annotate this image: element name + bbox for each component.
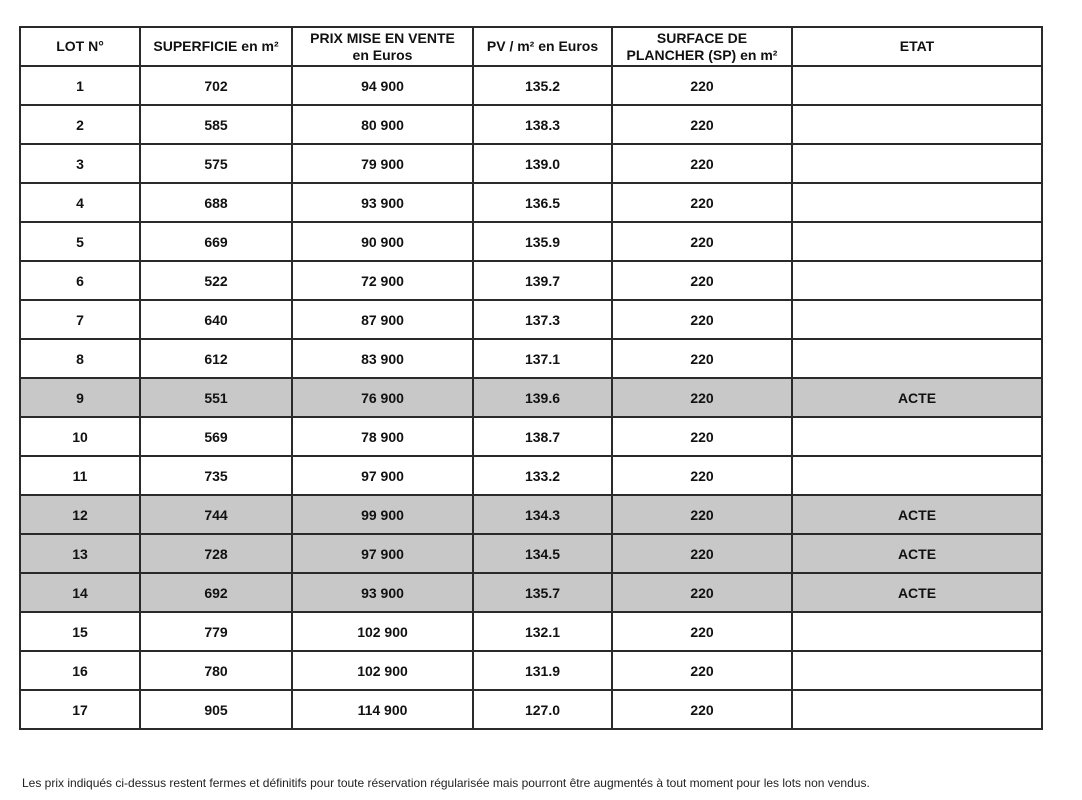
cell-surface-de-plancher: 220: [612, 339, 792, 378]
cell-pv-per-m2: 135.2: [473, 66, 612, 105]
table-row: [20, 300, 1042, 339]
cell-etat: [792, 456, 1042, 495]
cell-prix: 114 900: [292, 690, 473, 729]
cell-etat: [792, 66, 1042, 105]
cell-etat: ACTE: [792, 534, 1042, 573]
cell-surface-de-plancher: 220: [612, 144, 792, 183]
cell-superficie: 585: [140, 105, 292, 144]
cell-surface-de-plancher: 220: [612, 690, 792, 729]
cell-pv-per-m2: 138.7: [473, 417, 612, 456]
cell-superficie: 612: [140, 339, 292, 378]
cell-prix: 93 900: [292, 183, 473, 222]
cell-prix: 102 900: [292, 651, 473, 690]
cell-superficie: 780: [140, 651, 292, 690]
table-row: [20, 417, 1042, 456]
cell-surface-de-plancher: 220: [612, 105, 792, 144]
cell-prix: 97 900: [292, 456, 473, 495]
cell-lot-number: 2: [20, 105, 140, 144]
header-row: [20, 27, 1042, 66]
cell-superficie: 669: [140, 222, 292, 261]
cell-superficie: 688: [140, 183, 292, 222]
header-superficie: SUPERFICIE en m²: [140, 27, 292, 66]
table-row: [20, 456, 1042, 495]
header-pv-per-m2: PV / m² en Euros: [473, 27, 612, 66]
cell-superficie: 702: [140, 66, 292, 105]
cell-superficie: 779: [140, 612, 292, 651]
cell-surface-de-plancher: 220: [612, 378, 792, 417]
cell-lot-number: 12: [20, 495, 140, 534]
cell-pv-per-m2: 139.6: [473, 378, 612, 417]
table-row: [20, 573, 1042, 612]
cell-superficie: 522: [140, 261, 292, 300]
cell-prix: 76 900: [292, 378, 473, 417]
table-row: [20, 222, 1042, 261]
table-row: [20, 66, 1042, 105]
table-body: [20, 66, 1042, 729]
price-footnote: Les prix indiqués ci-dessus restent fermes et définitifs pour toute réservation régularisée mais pourront être augmentés à tout moment pour les lots non vendus.: [22, 776, 870, 790]
cell-lot-number: 10: [20, 417, 140, 456]
cell-lot-number: 11: [20, 456, 140, 495]
cell-lot-number: 5: [20, 222, 140, 261]
cell-surface-de-plancher: 220: [612, 495, 792, 534]
cell-surface-de-plancher: 220: [612, 222, 792, 261]
table-row: [20, 534, 1042, 573]
cell-etat: [792, 300, 1042, 339]
cell-surface-de-plancher: 220: [612, 456, 792, 495]
cell-pv-per-m2: 137.3: [473, 300, 612, 339]
cell-prix: 78 900: [292, 417, 473, 456]
cell-etat: [792, 222, 1042, 261]
cell-superficie: 569: [140, 417, 292, 456]
cell-superficie: 735: [140, 456, 292, 495]
cell-surface-de-plancher: 220: [612, 573, 792, 612]
header-lot-number: LOT N°: [20, 27, 140, 66]
cell-etat: [792, 105, 1042, 144]
cell-lot-number: 16: [20, 651, 140, 690]
cell-pv-per-m2: 137.1: [473, 339, 612, 378]
cell-etat: [792, 183, 1042, 222]
cell-lot-number: 13: [20, 534, 140, 573]
cell-surface-de-plancher: 220: [612, 66, 792, 105]
cell-prix: 80 900: [292, 105, 473, 144]
cell-pv-per-m2: 127.0: [473, 690, 612, 729]
cell-superficie: 728: [140, 534, 292, 573]
cell-pv-per-m2: 138.3: [473, 105, 612, 144]
cell-surface-de-plancher: 220: [612, 261, 792, 300]
cell-pv-per-m2: 132.1: [473, 612, 612, 651]
cell-prix: 90 900: [292, 222, 473, 261]
cell-pv-per-m2: 133.2: [473, 456, 612, 495]
table-row: [20, 495, 1042, 534]
cell-prix: 93 900: [292, 573, 473, 612]
cell-superficie: 575: [140, 144, 292, 183]
cell-prix: 99 900: [292, 495, 473, 534]
cell-prix: 83 900: [292, 339, 473, 378]
cell-lot-number: 6: [20, 261, 140, 300]
lots-price-table: [19, 26, 1043, 730]
cell-surface-de-plancher: 220: [612, 183, 792, 222]
cell-prix: 102 900: [292, 612, 473, 651]
cell-etat: [792, 690, 1042, 729]
table-row: [20, 612, 1042, 651]
cell-etat: [792, 261, 1042, 300]
cell-superficie: 744: [140, 495, 292, 534]
cell-lot-number: 7: [20, 300, 140, 339]
cell-pv-per-m2: 134.3: [473, 495, 612, 534]
table-row: [20, 378, 1042, 417]
cell-surface-de-plancher: 220: [612, 534, 792, 573]
cell-pv-per-m2: 135.9: [473, 222, 612, 261]
cell-superficie: 640: [140, 300, 292, 339]
table-row: [20, 105, 1042, 144]
cell-pv-per-m2: 136.5: [473, 183, 612, 222]
header-prix-mise-en-vente: PRIX MISE EN VENTE en Euros: [292, 27, 473, 66]
cell-prix: 87 900: [292, 300, 473, 339]
cell-lot-number: 15: [20, 612, 140, 651]
table-row: [20, 183, 1042, 222]
header-etat: ETAT: [792, 27, 1042, 66]
header-surface-de-plancher: SURFACE DE PLANCHER (SP) en m²: [612, 27, 792, 66]
cell-lot-number: 9: [20, 378, 140, 417]
cell-etat: ACTE: [792, 573, 1042, 612]
table-row: [20, 339, 1042, 378]
cell-lot-number: 1: [20, 66, 140, 105]
cell-prix: 94 900: [292, 66, 473, 105]
cell-pv-per-m2: 135.7: [473, 573, 612, 612]
cell-surface-de-plancher: 220: [612, 417, 792, 456]
cell-superficie: 551: [140, 378, 292, 417]
table-row: [20, 261, 1042, 300]
cell-etat: [792, 144, 1042, 183]
cell-superficie: 692: [140, 573, 292, 612]
table-row: [20, 651, 1042, 690]
cell-etat: [792, 651, 1042, 690]
cell-lot-number: 17: [20, 690, 140, 729]
cell-pv-per-m2: 139.0: [473, 144, 612, 183]
cell-etat: [792, 612, 1042, 651]
cell-surface-de-plancher: 220: [612, 300, 792, 339]
table-row: [20, 144, 1042, 183]
cell-superficie: 905: [140, 690, 292, 729]
cell-pv-per-m2: 139.7: [473, 261, 612, 300]
cell-prix: 79 900: [292, 144, 473, 183]
cell-pv-per-m2: 134.5: [473, 534, 612, 573]
table-header: [20, 27, 1042, 66]
cell-lot-number: 8: [20, 339, 140, 378]
cell-etat: [792, 339, 1042, 378]
cell-etat: ACTE: [792, 495, 1042, 534]
cell-prix: 72 900: [292, 261, 473, 300]
cell-surface-de-plancher: 220: [612, 651, 792, 690]
cell-lot-number: 3: [20, 144, 140, 183]
cell-surface-de-plancher: 220: [612, 612, 792, 651]
cell-lot-number: 14: [20, 573, 140, 612]
cell-pv-per-m2: 131.9: [473, 651, 612, 690]
cell-lot-number: 4: [20, 183, 140, 222]
cell-etat: ACTE: [792, 378, 1042, 417]
cell-prix: 97 900: [292, 534, 473, 573]
cell-etat: [792, 417, 1042, 456]
table-row: [20, 690, 1042, 729]
